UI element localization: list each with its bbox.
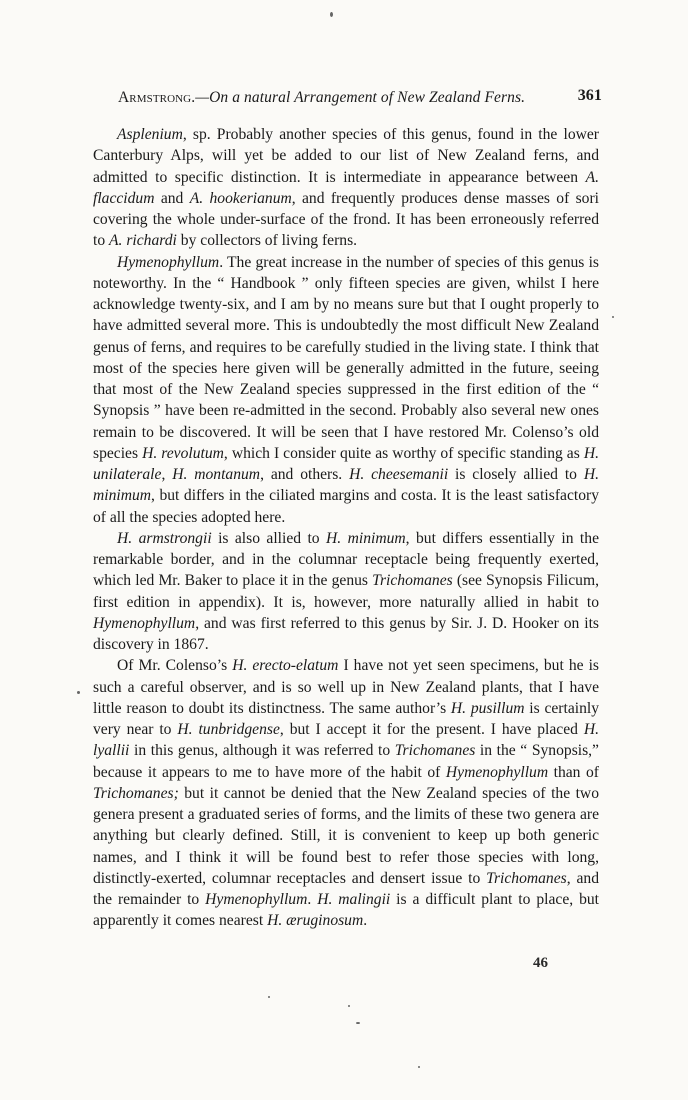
text-run: Of Mr. Colenso’s (117, 657, 233, 675)
italic-term: Hymenophyllum (445, 763, 549, 781)
article-body (93, 124, 599, 932)
text-run: , which I consider quite as worthy of specific standing as (223, 444, 584, 462)
text-run: is also allied to (211, 529, 327, 547)
running-head-author: Armstrong. (118, 89, 196, 106)
italic-term: H. minimum (326, 529, 406, 547)
running-head (118, 89, 602, 109)
paragraph-armstrongii (93, 528, 599, 656)
italic-term: A. flaccidum (93, 168, 599, 207)
italic-term: Hymenophyllum (117, 253, 220, 271)
italic-term: Hymenophyllum (93, 614, 196, 632)
text-run: , (161, 466, 173, 483)
text-run: . (307, 891, 318, 908)
italic-term: H. æruginosum (267, 912, 364, 930)
italic-term: H. cheesemanii (349, 466, 449, 483)
text-run: , sp. Probably another species of this genus, found in the lower Canterbury Alps, will yet be added to our list of New Zealand ferns, and admitted to specific distinction. It is intermediate in appearance between (93, 126, 599, 186)
italic-term: Trichomanes (486, 869, 567, 887)
italic-term: Trichomanes (372, 572, 453, 590)
scan-speck (77, 691, 80, 694)
italic-term: Trichomanes; (93, 784, 179, 802)
italic-term: A. hookerianum (189, 189, 292, 207)
italic-term: H. erecto-elatum (232, 657, 339, 675)
scan-speck (356, 1022, 360, 1024)
text-run: but it cannot be denied that the New Zealand species of the two genera present a graduated series of forms, and the limits of these two genera are anything but clearly defined. Still, it is convenient to keep up both generic names, and I think it will be found best to refer those species with long, distinctly-exerted, columnar receptacles and densert issue to (93, 784, 599, 887)
italic-term: Trichomanes (394, 742, 476, 760)
paragraph-hymenophyllum (93, 252, 599, 528)
text-run: , but differs essentially in the remarkable border, and in the columnar receptacle being frequently exerted, which led Mr. Baker to place it in the genus (93, 529, 599, 590)
text-run: , and the remainder to (93, 869, 600, 908)
italic-term: H. minimum (93, 466, 599, 505)
italic-term: H. pusillum (450, 699, 525, 717)
running-head-title: —On a natural Arrangement of New Zealand Ferns. (195, 89, 526, 106)
text-run: , and frequently produces dense masses of sori covering the whole under-surface of the frond. It has been erroneously referred to (93, 189, 600, 250)
text-run: is closely allied to (448, 466, 584, 483)
text-run: and (154, 189, 190, 207)
scan-speck (330, 12, 333, 17)
text-run: , but I accept it for the present. I have placed (279, 721, 584, 738)
italic-term: H. revolutum (142, 444, 224, 462)
scan-speck (348, 1005, 350, 1007)
text-run: I have not yet seen specimens, but he is such a careful observer, and is so well up in New Zealand plants, that I have little reason to doubt its distinctness. The same author’s (93, 657, 599, 717)
scan-speck (418, 1066, 420, 1068)
text-run: , and others. (260, 466, 350, 483)
italic-term: H. tunbridgense (177, 721, 280, 738)
text-run: in the “ Synopsis,” because it appears to me to have more of the habit of (93, 742, 599, 781)
italic-term: H. montanum (172, 466, 261, 483)
text-run: , and was first referred to this genus by Sir. J. D. Hooker on its discovery in 1867. (93, 614, 599, 653)
paragraph-asplenium (93, 124, 599, 252)
text-run: is certainly very near to (93, 699, 599, 738)
italic-term: Hymenophyllum (205, 891, 308, 908)
text-run: . The great increase in the number of species of this genus is noteworthy. In the “ Handbook ” only fifteen species are given, whilst I here acknowledge twenty-six, and I am by no means sure but that I ought properly to have admitted several more. This is undoubtedly the most difficult New Zealand genus of ferns, and requires to be carefully studied in the living state. I think that most of the species here given will be generally admitted in the future, seeing that most of the New Zealand species suppressed in the first edition of the “ Synopsis ” have been re-admitted in the second. Probably also several new ones remain to be discovered. It will be seen that I have restored Mr. Colenso’s old species (93, 253, 599, 462)
italic-term: H. unilaterale (93, 444, 599, 483)
text-run: is a difficult plant to place, but apparently it comes nearest (93, 891, 599, 930)
text-run: . (363, 912, 368, 930)
scan-speck (612, 316, 614, 318)
italic-term: Asplenium (117, 126, 183, 143)
text-run: by collectors of living ferns. (176, 232, 358, 250)
page-number: 361 (577, 87, 602, 104)
text-run: (see Synopsis Filicum, first edition in appendix). It is, however, more naturally allied in habit to (93, 572, 599, 611)
scan-speck (268, 996, 270, 998)
signature-mark: 46 (533, 955, 548, 971)
italic-term: H. armstrongii (117, 529, 212, 547)
text-run: than of (548, 763, 599, 781)
italic-term: H. malingii (317, 891, 391, 908)
text-run: in this genus, although it was referred to (129, 742, 395, 760)
italic-term: H. lyallii (93, 721, 599, 760)
paragraph-colenso (93, 655, 599, 931)
italic-term: A. richardi (109, 232, 177, 250)
text-run: , but differs in the ciliated margins and costa. It is the least satisfactory of all the species adopted here. (93, 487, 599, 526)
